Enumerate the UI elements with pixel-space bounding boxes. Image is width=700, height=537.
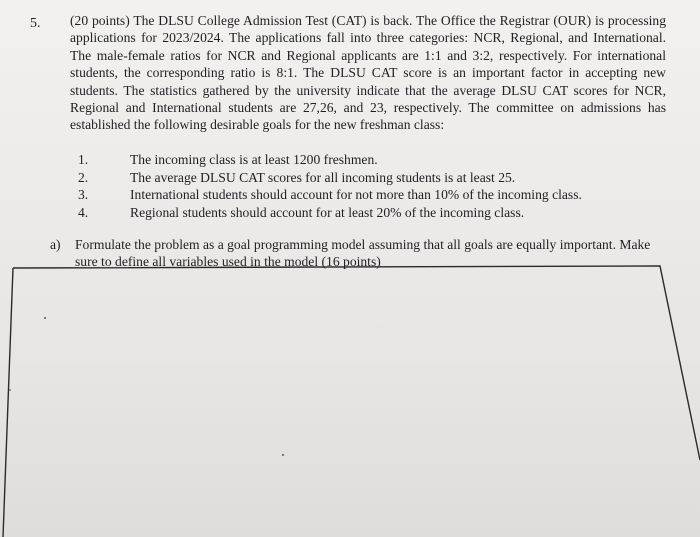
goal-text: The incoming class is at least 1200 freshmen. [130, 152, 378, 167]
goal-text: Regional students should account for at least 20% of the incoming class. [130, 204, 525, 220]
goal-text: The average DLSU CAT scores for all incoming students is at least 25. [130, 169, 516, 185]
answer-box-border-top-right [13, 266, 700, 460]
paper-speck [44, 317, 46, 319]
part-a-text: Formulate the problem as a goal programming model assuming that all goals are equally important. Make sure to define all variables used in the model (16 points) [75, 237, 651, 270]
goal-text: International students should account for not more than 10% of the incoming class. [130, 187, 582, 203]
goal-number: 4. [78, 204, 89, 220]
answer-box-border-left [3, 268, 13, 537]
paper-speck [282, 454, 284, 456]
paper-speck [9, 389, 11, 391]
goal-item [78, 204, 658, 222]
goal-number: 3. [78, 187, 89, 203]
question-number: 5. [30, 16, 41, 31]
goal-number: 2. [78, 169, 89, 185]
question-text: (20 points) The DLSU College Admission Test (CAT) is back. The Office the Registrar (OUR) is processing applications for 2023/2024. The applications fall into three categories: NCR, Regional, and International. The male-female ratios for NCR and Regional applicants are 1:1 and 3:2, respectively. For international students, the corresponding ratio is 8:1. The DLSU CAT score is an important factor in accepting new students. The statistics gathered by the university indicate that the average DLSU CAT scores for NCR, Regional and International students are 27,26, and 23, respectively. The committee on admissions has established the following desirable goals for the new freshman class: [70, 13, 666, 133]
goal-item [78, 169, 658, 187]
part-a-label: a) [50, 237, 61, 252]
goal-number: 1. [78, 152, 89, 167]
goals-list [78, 151, 658, 221]
goal-item [78, 151, 658, 169]
goal-item [78, 186, 658, 204]
